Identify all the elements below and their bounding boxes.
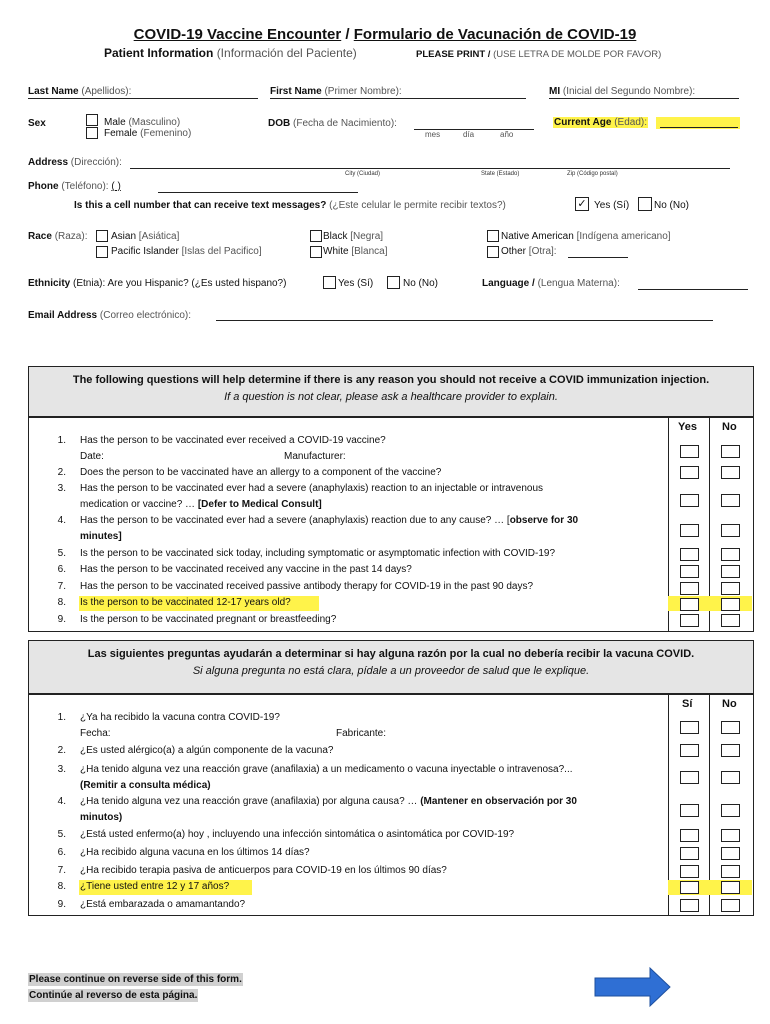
- question-number: 1.: [57, 712, 66, 723]
- first-name-label: [270, 86, 402, 97]
- zip-hint: Zip (Código postal): [567, 171, 618, 177]
- es-q7-no-box[interactable]: [721, 865, 740, 878]
- q1-fabricante-label: Fabricante:: [336, 728, 387, 739]
- question-text: Has the person to be vaccinated ever received a COVID-19 vaccine?: [80, 435, 386, 446]
- en-q3-no-box[interactable]: [721, 494, 740, 507]
- asian-checkbox[interactable]: [96, 230, 108, 242]
- es-q2-no-box[interactable]: [721, 744, 740, 757]
- phone-text: Phone: [28, 181, 59, 192]
- es-question-4-cont: [0, 811, 770, 827]
- en-q4-yes-box[interactable]: [680, 524, 699, 537]
- en-yes-header: Yes: [678, 421, 697, 433]
- es-question-8: [0, 880, 770, 896]
- en-question-3: [0, 482, 770, 498]
- question-number: 6.: [57, 564, 66, 575]
- q4-instruction-cont: minutes]: [80, 531, 122, 542]
- state-hint: State (Estado): [481, 171, 520, 177]
- en-q2-yes-box[interactable]: [680, 466, 699, 479]
- question-number: 3.: [57, 483, 66, 494]
- question-text: [80, 796, 577, 807]
- mi-text: MI: [549, 86, 561, 97]
- es-q3-no-box[interactable]: [721, 771, 740, 784]
- white-text: White: [323, 246, 349, 257]
- question-number: 4.: [57, 796, 66, 807]
- es-question-7: [0, 864, 770, 880]
- en-q6-no-box[interactable]: [721, 565, 740, 578]
- question-text: ¿Tiene usted entre 12 y 17 años?: [80, 881, 230, 892]
- question-number: 1.: [57, 435, 66, 446]
- female-checkbox[interactable]: [86, 127, 98, 139]
- current-age-text: Current Age: [554, 117, 612, 128]
- male-checkbox[interactable]: [86, 114, 98, 126]
- pacific-islander-checkbox[interactable]: [96, 246, 108, 258]
- es-question-6: [0, 846, 770, 862]
- pacific-islander-text-es: [Islas del Pacifico]: [181, 246, 262, 257]
- last-name-field[interactable]: [28, 98, 258, 99]
- question-number: 5.: [57, 829, 66, 840]
- en-question-6: [0, 563, 770, 579]
- es-q4-no-box[interactable]: [721, 804, 740, 817]
- other-race-text-es: [Otra]:: [528, 246, 557, 257]
- en-question-1-details: [0, 450, 770, 466]
- address-label: [28, 157, 122, 168]
- footer-continue-en: Please continue on reverse side of this form.: [29, 974, 242, 985]
- cell-no-checkbox[interactable]: [638, 197, 652, 211]
- question-number: 9.: [57, 899, 66, 910]
- es-question-4: [0, 795, 770, 811]
- mi-label: [549, 86, 695, 97]
- en-no-header: No: [722, 421, 737, 433]
- last-name-text: Last Name: [28, 86, 79, 97]
- q1-fecha-label: Fecha:: [80, 728, 111, 739]
- q4-text: ¿Ha tenido alguna vez una reacción grave (anafilaxia) por alguna causa? …: [80, 796, 421, 807]
- q3-text: medication or vaccine? …: [80, 499, 198, 510]
- es-q5-si-box[interactable]: [680, 829, 699, 842]
- female-text: Female: [104, 128, 138, 139]
- en-q1-yes-box[interactable]: [680, 445, 699, 458]
- language-field[interactable]: [638, 289, 748, 290]
- male-text-es: (Masculino): [128, 117, 181, 128]
- hispanic-no-checkbox[interactable]: [387, 276, 400, 289]
- language-text: Language /: [482, 278, 535, 289]
- question-number: 3.: [57, 764, 66, 775]
- dob-month-hint: mes: [425, 130, 441, 139]
- footer-continue-es: Continúe al reverso de esta página.: [29, 990, 198, 1001]
- asian-text-es: [Asiática]: [138, 231, 180, 242]
- question-number: 4.: [57, 515, 66, 526]
- en-q9-no-box[interactable]: [721, 614, 740, 627]
- language-text-es: (Lengua Materna):: [537, 278, 620, 289]
- other-race-checkbox[interactable]: [487, 246, 499, 258]
- es-q8-si-box[interactable]: [680, 881, 699, 894]
- last-name-label: [28, 86, 131, 97]
- es-q6-no-box[interactable]: [721, 847, 740, 860]
- en-q2-no-box[interactable]: [721, 466, 740, 479]
- other-race-text: Other: [501, 246, 527, 257]
- question-number: 2.: [57, 467, 66, 478]
- mi-text-es: (Inicial del Segundo Nombre):: [562, 86, 696, 97]
- title-separator: /: [341, 26, 354, 43]
- q4-instruction: observe for 30: [509, 515, 579, 526]
- black-option: [323, 231, 383, 242]
- es-banner-subtitle: Si alguna pregunta no está clara, pídale a un proveedor de salud que le explique.: [192, 665, 590, 677]
- ethnicity-question: (Etnia): Are you Hispanic? (¿Es usted hispano?): [73, 278, 287, 289]
- en-q3-yes-box[interactable]: [680, 494, 699, 507]
- ethnicity-text: Ethnicity: [28, 278, 71, 289]
- en-q4-no-box[interactable]: [721, 524, 740, 537]
- question-number: 2.: [57, 745, 66, 756]
- question-text: ¿Está embarazada o amamantando?: [80, 899, 246, 910]
- native-american-checkbox[interactable]: [487, 230, 499, 242]
- black-checkbox[interactable]: [310, 230, 322, 242]
- question-number: 6.: [57, 847, 66, 858]
- q4-instruction: (Mantener en observación por 30: [420, 796, 577, 807]
- dob-day-hint: día: [463, 130, 475, 139]
- question-number: 7.: [57, 581, 66, 592]
- question-text: ¿Ha recibido alguna vacuna en los últimos 14 días?: [80, 847, 310, 858]
- hispanic-yes-checkbox[interactable]: [323, 276, 336, 289]
- es-q8-no-box[interactable]: [721, 881, 740, 894]
- question-number: 9.: [57, 614, 66, 625]
- question-text: ¿Está usted enfermo(a) hoy , incluyendo una infección sintomática o asintomática por COVID-19?: [80, 829, 515, 840]
- en-question-8: [0, 596, 770, 612]
- title-es: Formulario de Vacunación de COVID-19: [353, 26, 637, 43]
- black-text: Black: [323, 231, 348, 242]
- es-q3-si-box[interactable]: [680, 771, 699, 784]
- question-number: 8.: [57, 881, 66, 892]
- es-q2-si-box[interactable]: [680, 744, 699, 757]
- en-banner-subtitle: If a question is not clear, please ask a healthcare provider to explain.: [224, 391, 558, 403]
- email-field[interactable]: [216, 320, 713, 321]
- en-q9-yes-box[interactable]: [680, 614, 699, 627]
- sex-label: Sex: [28, 118, 46, 129]
- es-question-5: [0, 828, 770, 844]
- address-text: Address: [28, 157, 69, 168]
- question-text: Has the person to be vaccinated received passive antibody therapy for COVID-19 in the past 90 days?: [80, 581, 534, 592]
- phone-text-es: (Teléfono):: [61, 181, 109, 192]
- en-question-3-cont: [0, 498, 770, 514]
- cell-question-text-es: (¿Este celular le permite recibir textos?): [329, 200, 506, 211]
- arrow-right-icon: [594, 966, 672, 1008]
- question-number: 5.: [57, 548, 66, 559]
- es-q9-no-box[interactable]: [721, 899, 740, 912]
- en-q6-yes-box[interactable]: [680, 565, 699, 578]
- cell-yes-label: Yes (Sí): [594, 200, 630, 211]
- es-question-3: [0, 763, 770, 779]
- mi-field[interactable]: [549, 98, 739, 99]
- q1-date-label: Date:: [80, 451, 104, 462]
- white-option: [323, 246, 387, 257]
- en-q7-yes-box[interactable]: [680, 582, 699, 595]
- en-question-2: [0, 466, 770, 482]
- en-q8-yes-box[interactable]: [680, 598, 699, 611]
- address-text-es: (Dirección):: [70, 157, 122, 168]
- question-text: Has the person to be vaccinated received any vaccine in the past 14 days?: [80, 564, 412, 575]
- other-race-option: [501, 246, 557, 257]
- en-q1-no-box[interactable]: [721, 445, 740, 458]
- city-hint: City (Ciudad): [345, 171, 381, 177]
- es-q5-no-box[interactable]: [721, 829, 740, 842]
- female-text-es: (Femenino): [140, 128, 192, 139]
- first-name-field[interactable]: [270, 98, 526, 99]
- native-american-option: [501, 231, 671, 242]
- dob-text: DOB: [268, 118, 291, 129]
- question-number: 8.: [57, 597, 66, 608]
- en-question-4: [0, 514, 770, 530]
- male-text: Male: [104, 117, 126, 128]
- es-question-1-details: [0, 727, 770, 743]
- es-q9-si-box[interactable]: [680, 899, 699, 912]
- question-text: ¿Ya ha recibido la vacuna contra COVID-19?: [80, 712, 280, 723]
- race-text-es: (Raza):: [54, 231, 88, 242]
- email-text: Email Address: [28, 310, 98, 321]
- cell-question: [74, 200, 506, 211]
- dob-year-hint: año: [500, 130, 514, 139]
- last-name-text-es: (Apellidos):: [81, 86, 132, 97]
- es-question-1: [0, 711, 770, 727]
- en-question-5: [0, 547, 770, 563]
- ethnicity-label: [28, 278, 286, 289]
- first-name-text: First Name: [270, 86, 322, 97]
- email-text-es: (Correo electrónico):: [99, 310, 192, 321]
- es-banner-title: Las siguientes preguntas ayudarán a determinar si hay alguna razón por la cual no debería recibir la vacuna COVID.: [87, 648, 695, 660]
- hispanic-yes-label: Yes (Sí): [338, 278, 374, 289]
- asian-option: [111, 231, 179, 242]
- en-q5-yes-box[interactable]: [680, 548, 699, 561]
- address-field[interactable]: [130, 168, 730, 169]
- question-text: ¿Ha recibido terapia pasiva de anticuerpos para COVID-19 en los últimos 90 días?: [80, 865, 447, 876]
- pacific-islander-text: Pacific Islander: [111, 246, 179, 257]
- es-questions-banner: [28, 640, 754, 694]
- es-q1-si-box[interactable]: [680, 721, 699, 734]
- please-print-label: PLEASE PRINT /: [416, 49, 491, 60]
- patient-info-label: Patient Information: [104, 46, 214, 60]
- form-title: [0, 26, 770, 43]
- en-question-4-cont: [0, 530, 770, 546]
- es-question-3-cont: [0, 779, 770, 795]
- female-option: [104, 128, 191, 139]
- current-age-text-es: (Edad):: [614, 117, 647, 128]
- en-banner-title: The following questions will help determine if there is any reason you should not receive a COVID immunization injection.: [72, 374, 710, 386]
- native-american-text: Native American: [501, 231, 574, 242]
- question-text: Is the person to be vaccinated 12-17 years old?: [80, 597, 291, 608]
- race-label: [28, 231, 87, 242]
- current-age-field[interactable]: [656, 117, 740, 129]
- white-text-es: [Blanca]: [351, 246, 388, 257]
- race-text: Race: [28, 231, 52, 242]
- es-question-2: [0, 744, 770, 760]
- cell-no-label: No (No): [654, 200, 690, 211]
- q1-manufacturer-label: Manufacturer:: [284, 451, 346, 462]
- first-name-text-es: (Primer Nombre):: [324, 86, 402, 97]
- question-number: 7.: [57, 865, 66, 876]
- question-text: ¿Ha tenido alguna vez una reacción grave (anafilaxia) a un medicamento o vacuna inyectable o intravenosa?...: [80, 764, 573, 775]
- q4-instruction-cont: minutos): [80, 812, 123, 823]
- question-text: [80, 515, 578, 526]
- white-checkbox[interactable]: [310, 246, 322, 258]
- es-question-9: [0, 898, 770, 914]
- q3-instruction: [Defer to Medical Consult]: [197, 499, 322, 510]
- en-question-1: [0, 434, 770, 450]
- en-q7-no-box[interactable]: [721, 582, 740, 595]
- es-no-header: No: [722, 698, 737, 710]
- patient-info-label-es: (Información del Paciente): [216, 46, 357, 60]
- question-text-cont: [80, 499, 322, 510]
- en-q5-no-box[interactable]: [721, 548, 740, 561]
- es-table-top-line: [28, 694, 753, 695]
- es-q6-si-box[interactable]: [680, 847, 699, 860]
- male-option: [104, 117, 180, 128]
- question-text: Does the person to be vaccinated have an allergy to a component of the vaccine?: [80, 467, 442, 478]
- title-en: COVID-19 Vaccine Encounter: [133, 26, 342, 43]
- dob-text-es: (Fecha de Nacimiento):: [293, 118, 397, 129]
- es-q7-si-box[interactable]: [680, 865, 699, 878]
- question-text: Is the person to be vaccinated sick today, including symptomatic or asymptomatic infection with COVID-19?: [80, 548, 556, 559]
- cell-question-text: Is this a cell number that can receive text messages?: [74, 200, 327, 211]
- phone-area-code: ( ): [111, 181, 121, 192]
- phone-field[interactable]: [158, 192, 358, 193]
- language-label: [482, 278, 620, 289]
- dob-label: [268, 118, 397, 129]
- hispanic-no-label: No (No): [403, 278, 439, 289]
- en-questions-banner: [28, 366, 754, 417]
- q3-instruction: (Remitir a consulta médica): [80, 780, 211, 791]
- asian-text: Asian: [111, 231, 137, 242]
- es-si-header: Sí: [682, 698, 693, 710]
- native-american-text-es: [Indígena americano]: [576, 231, 671, 242]
- question-text: Is the person to be vaccinated pregnant or breastfeeding?: [80, 614, 337, 625]
- es-q1-no-box[interactable]: [721, 721, 740, 734]
- en-question-9: [0, 613, 770, 629]
- other-race-field[interactable]: [568, 257, 628, 258]
- question-text: ¿Es usted alérgico(a) a algún componente de la vacuna?: [80, 745, 334, 756]
- cell-yes-checkbox[interactable]: ✓: [575, 197, 589, 211]
- email-label: [28, 310, 191, 321]
- en-table-top-line: [28, 417, 753, 418]
- pacific-islander-option: [111, 246, 262, 257]
- black-text-es: [Negra]: [350, 231, 384, 242]
- please-print: [416, 49, 661, 60]
- please-print-label-es: (USE LETRA DE MOLDE POR FAVOR): [493, 49, 662, 60]
- es-q4-si-box[interactable]: [680, 804, 699, 817]
- current-age-label: [553, 117, 648, 128]
- q4-text: Has the person to be vaccinated ever had a severe (anaphylaxis) reaction due to any cause? … [: [80, 515, 510, 526]
- en-question-7: [0, 580, 770, 596]
- patient-info-heading: [104, 46, 357, 60]
- question-text: Has the person to be vaccinated ever had a severe (anaphylaxis) reaction to an injectable or intravenous: [80, 483, 544, 494]
- phone-label: [28, 181, 121, 192]
- en-q8-no-box[interactable]: [721, 598, 740, 611]
